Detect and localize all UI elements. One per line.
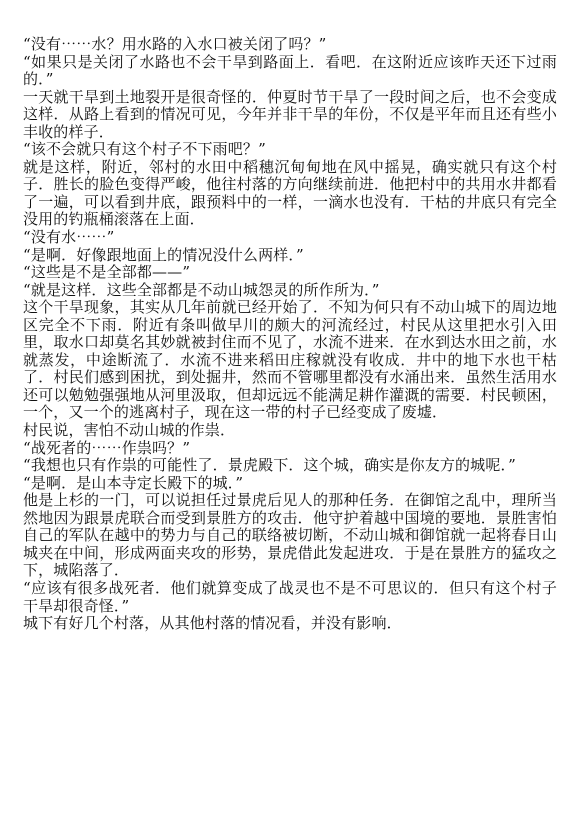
paragraph: “该不会就只有这个村子不下雨吧？” bbox=[23, 140, 266, 159]
paragraph: 就是这样，附近，邻村的水田中稻穗沉甸甸地在风中摇晃，确实就只有这个村子．胜长的脸色变得严峻，他往村落的方向继续前进．他把村中的共用水井都看了一遍，可以看到井底，跟预料中的一样，一滴水也没有．干枯的井底只有完全没用的钓瓶桶滚落在上面． bbox=[23, 157, 557, 229]
paragraph: “是啊．好像跟地面上的情况没什么两样．” bbox=[23, 245, 304, 264]
paragraph: 村民说，害怕不动山城的作祟． bbox=[23, 421, 236, 440]
paragraph: “没有⋯⋯水？用水路的入水口被关闭了吗？” bbox=[23, 35, 327, 53]
paragraph: “是啊．是山本寺定长殿下的城．” bbox=[23, 473, 244, 492]
paragraph: “这些是不是全部都——” bbox=[23, 263, 191, 282]
paragraph: 这个干旱现象，其实从几年前就已经开始了．不知为何只有不动山城下的周边地区完全不下雨．附近有条叫做早川的颇大的河流经过，村民从这里把水引入田里，取水口却莫名其妙就被封住而不见了，水流不进来．在水到达水田之前，水就蒸发，中途断流了．水流不进来稻田庄稼就没有收成．井中的地下水也干枯了．村民们感到困扰，到处掘井，然而不管哪里都没有水涌出来．虽然生活用水还可以勉勉强强地从河里汲取，但却远远不能满足耕作灌溉的需要．村民顿困，一个，又一个的逃离村子，现在这一带的村子已经变成了废墟． bbox=[23, 298, 557, 422]
paragraph: “就是这样．这些全部都是不动山城怨灵的所作所为．” bbox=[23, 280, 380, 299]
paragraph: “应该有很多战死者．他们就算变成了战灵也不是不可思议的．但只有这个村子干旱却很奇怪．” bbox=[23, 578, 557, 615]
paragraph: “我想也只有作祟的可能性了．景虎殿下．这个城，确实是你友方的城呢．” bbox=[23, 456, 516, 475]
paragraph: 他是上杉的一门，可以说担任过景虎后见人的那种任务．在御馆之乱中，理所当然地因为跟景虎联合而受到景胜方的攻击．他守护着越中国境的要地．景胜害怕自己的军队在越中的势力与自己的联络被切断，不动山城和御馆就一起将春日山城夹在中间，形成两面夹攻的形势，景虎借此发起进攻．于是在景胜方的猛攻之下，城陷落了． bbox=[23, 491, 557, 580]
paragraph: “如果只是关闭了水路也不会干旱到路面上．看吧．在这附近应该昨天还下过雨的．” bbox=[23, 52, 557, 89]
paragraph: “没有水⋯⋯” bbox=[23, 228, 115, 247]
paragraph: 城下有好几个村落，从其他村落的情况看，并没有影响． bbox=[23, 614, 402, 633]
paragraph: “战死者的⋯⋯作祟吗？” bbox=[23, 438, 191, 457]
paragraph: 一天就干旱到土地裂开是很奇怪的．仲夏时节干旱了一段时间之后，也不会变成这样．从路上看到的情况可见，今年并非干旱的年份，不仅是平年而且还有些小丰收的样子． bbox=[23, 87, 557, 141]
